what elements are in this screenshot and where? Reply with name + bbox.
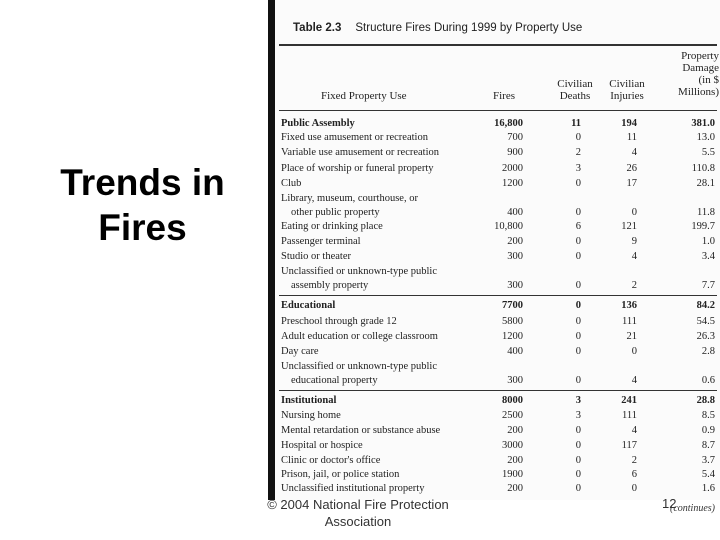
injuries-cell: 2: [631, 280, 637, 291]
damage-cell: 84.2: [696, 300, 715, 311]
damage-cell: 110.8: [691, 163, 715, 174]
injuries-cell: 111: [622, 316, 637, 327]
row-label: Hospital or hospice: [281, 440, 363, 451]
deaths-cell: 0: [575, 346, 581, 357]
row-label: Variable use amusement or recreation: [281, 147, 440, 158]
fires-cell: 1200: [502, 178, 523, 189]
fires-cell: 1900: [502, 469, 523, 480]
fires-cell: 200: [507, 483, 523, 494]
row-label: Studio or theater: [281, 251, 351, 262]
damage-cell: 5.5: [701, 147, 715, 158]
injuries-cell: 4: [631, 425, 637, 436]
copyright-footer: [248, 496, 468, 530]
copyright-line-2: Association: [324, 514, 392, 529]
header-property-use: Fixed Property Use: [321, 90, 407, 102]
table-caption-title: Structure Fires During 1999 by Property Use: [355, 22, 583, 34]
deaths-cell: 0: [575, 178, 581, 189]
fires-cell: 16,800: [494, 118, 523, 129]
copyright-line-1: © 2004 National Fire Protection: [267, 497, 449, 512]
row-label: Passenger terminal: [281, 236, 361, 247]
injuries-cell: 117: [621, 440, 637, 451]
table-caption-number: Table 2.3: [293, 22, 342, 34]
injuries-cell: 111: [622, 410, 637, 421]
deaths-cell: 0: [575, 280, 581, 291]
row-label: Educational: [281, 300, 336, 311]
header-civilian-injuries: Civilian Injuries: [609, 78, 645, 102]
damage-cell: 28.1: [696, 178, 715, 189]
injuries-cell: 2: [631, 455, 637, 466]
fires-cell: 300: [507, 251, 523, 262]
row-label: Preschool through grade 12: [281, 316, 397, 327]
damage-cell: 26.3: [696, 331, 715, 342]
header-property-damage: Property Damage (in $ Millions): [678, 50, 719, 98]
section-rule: [279, 295, 717, 296]
fires-cell: 8000: [502, 395, 523, 406]
injuries-cell: 0: [631, 346, 637, 357]
deaths-cell: 3: [575, 410, 581, 421]
row-label: Fixed use amusement or recreation: [281, 132, 428, 143]
injuries-cell: 0: [631, 207, 637, 218]
fires-cell: 7700: [502, 300, 523, 311]
damage-cell: 199.7: [691, 221, 715, 232]
row-label: Mental retardation or substance abuse: [281, 425, 441, 436]
row-label-continued: educational property: [291, 375, 378, 386]
row-label-continued: other public property: [291, 207, 380, 218]
deaths-cell: 2: [575, 147, 581, 158]
injuries-cell: 9: [631, 236, 637, 247]
injuries-cell: 17: [626, 178, 637, 189]
injuries-cell: 11: [626, 132, 637, 143]
row-label: Unclassified institutional property: [281, 483, 425, 494]
slide-title: [20, 160, 265, 250]
row-label: Day care: [281, 346, 319, 357]
deaths-cell: 0: [575, 375, 581, 386]
table-header-rule: [279, 110, 717, 111]
damage-cell: 7.7: [701, 280, 715, 291]
fires-cell: 10,800: [494, 221, 523, 232]
deaths-cell: 3: [575, 395, 581, 406]
injuries-cell: 4: [631, 251, 637, 262]
injuries-cell: 136: [621, 300, 637, 311]
fires-cell: 200: [507, 455, 523, 466]
fires-cell: 2000: [502, 163, 523, 174]
fires-cell: 400: [507, 207, 523, 218]
damage-cell: 13.0: [696, 132, 715, 143]
damage-cell: 0.6: [701, 375, 715, 386]
damage-cell: 3.4: [701, 251, 715, 262]
row-label: Eating or drinking place: [281, 221, 383, 232]
fires-cell: 3000: [502, 440, 523, 451]
damage-cell: 28.8: [696, 395, 715, 406]
damage-cell: 5.4: [701, 469, 715, 480]
damage-cell: 11.8: [697, 207, 715, 218]
fires-cell: 200: [507, 425, 523, 436]
fires-cell: 700: [507, 132, 523, 143]
row-label: Unclassified or unknown-type public: [281, 266, 438, 277]
injuries-cell: 21: [626, 331, 637, 342]
row-label: Prison, jail, or police station: [281, 469, 400, 480]
deaths-cell: 0: [575, 300, 581, 311]
fires-cell: 400: [507, 346, 523, 357]
injuries-cell: 121: [621, 221, 637, 232]
row-label: Unclassified or unknown-type public: [281, 361, 438, 372]
injuries-cell: 0: [631, 483, 637, 494]
fires-cell: 300: [507, 280, 523, 291]
deaths-cell: 0: [575, 331, 581, 342]
row-label: Place of worship or funeral property: [281, 163, 434, 174]
table-top-rule: [279, 44, 717, 46]
row-label: Library, museum, courthouse, or: [281, 193, 418, 204]
fires-cell: 5800: [502, 316, 523, 327]
damage-cell: 54.5: [696, 316, 715, 327]
row-label: Nursing home: [281, 410, 341, 421]
deaths-cell: 6: [575, 221, 581, 232]
table-caption: [293, 22, 582, 34]
fires-cell: 2500: [502, 410, 523, 421]
row-label: Clinic or doctor's office: [281, 455, 381, 466]
deaths-cell: 0: [575, 440, 581, 451]
deaths-cell: 0: [575, 251, 581, 262]
injuries-cell: 194: [621, 118, 637, 129]
damage-cell: 1.0: [701, 236, 715, 247]
header-fires: Fires: [493, 90, 515, 102]
fires-cell: 300: [507, 375, 523, 386]
deaths-cell: 0: [575, 236, 581, 247]
fires-cell: 200: [507, 236, 523, 247]
row-label: Institutional: [281, 395, 337, 406]
slide-title-line-2: Fires: [98, 207, 187, 249]
deaths-cell: 0: [575, 132, 581, 143]
fires-cell: 900: [507, 147, 523, 158]
damage-cell: 8.7: [701, 440, 715, 451]
deaths-cell: 3: [575, 163, 581, 174]
injuries-cell: 6: [631, 469, 637, 480]
deaths-cell: 11: [571, 118, 581, 129]
row-label-continued: assembly property: [291, 280, 369, 291]
slide-number: 12: [662, 496, 677, 511]
damage-cell: 1.6: [701, 483, 715, 494]
damage-cell: 2.8: [701, 346, 715, 357]
injuries-cell: 26: [626, 163, 637, 174]
damage-cell: 381.0: [691, 118, 715, 129]
deaths-cell: 0: [575, 207, 581, 218]
injuries-cell: 241: [621, 395, 637, 406]
deaths-cell: 0: [575, 483, 581, 494]
continues-note: (continues): [670, 503, 715, 514]
damage-cell: 8.5: [701, 410, 715, 421]
slide-title-line-1: Trends in: [60, 162, 225, 203]
deaths-cell: 0: [575, 469, 581, 480]
injuries-cell: 4: [631, 375, 637, 386]
damage-cell: 0.9: [701, 425, 715, 436]
row-label: Adult education or college classroom: [281, 331, 438, 342]
header-civilian-deaths: Civilian Deaths: [557, 78, 593, 102]
row-label: Club: [281, 178, 302, 189]
injuries-cell: 4: [631, 147, 637, 158]
deaths-cell: 0: [575, 455, 581, 466]
deaths-cell: 0: [575, 316, 581, 327]
damage-cell: 3.7: [701, 455, 715, 466]
section-rule: [279, 390, 717, 391]
fires-cell: 1200: [502, 331, 523, 342]
row-label: Public Assembly: [281, 118, 355, 129]
deaths-cell: 0: [575, 425, 581, 436]
